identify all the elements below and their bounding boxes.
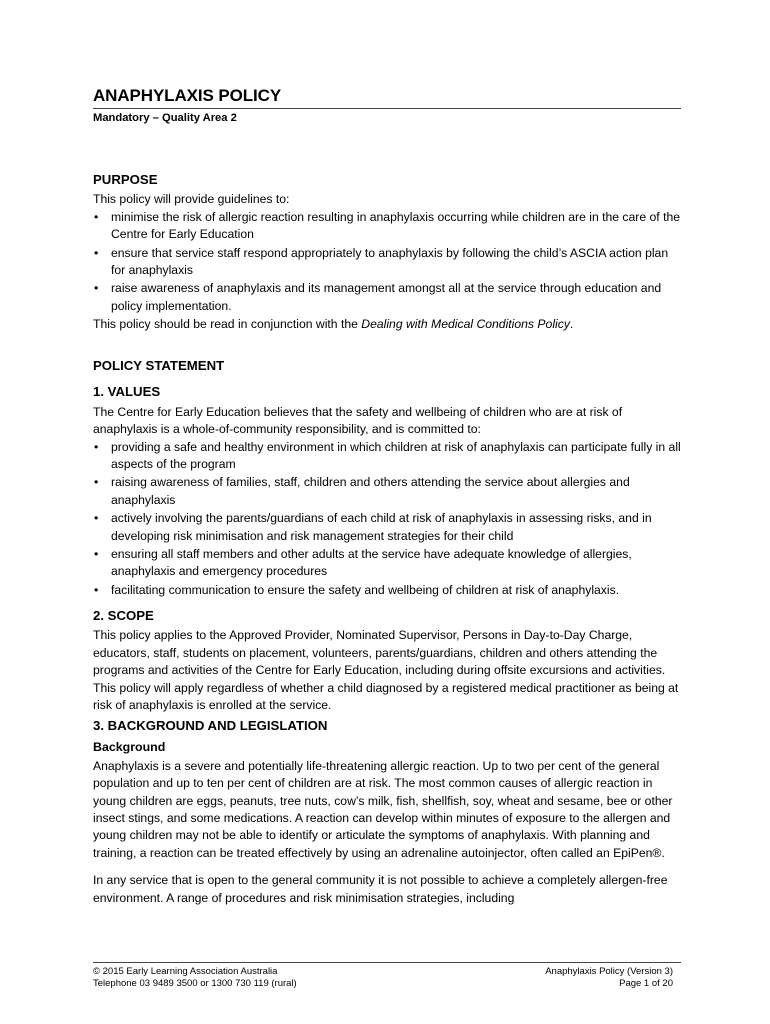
list-item: • ensure that service staff respond appropriately to anaphylaxis by following the child’s ASCIA action plan for anaphylaxis [93, 245, 681, 280]
purpose-list [93, 209, 681, 315]
list-item: • raise awareness of anaphylaxis and its management amongst all at the service through education and policy implementation. [93, 280, 681, 315]
footer-page-number: Page 1 of 20 [619, 978, 673, 989]
values-heading: 1. VALUES [93, 384, 161, 400]
values-list [93, 439, 681, 600]
footer-telephone: Telephone 03 9489 3500 or 1300 730 119 (rural) [93, 978, 297, 989]
purpose-section [93, 171, 681, 334]
values-intro: The Centre for Early Education believes that the safety and wellbeing of children who are at risk of anaphylaxis is a whole-of-community responsibility, and is committed to: [93, 404, 623, 437]
background-paragraph-1: Anaphylaxis is a severe and potentially life-threatening allergic reaction. Up to two per cent of the general population and up to ten per cent of children are at risk. The most common causes of allergic reaction in young children are eggs, peanuts, tree nuts, cow’s milk, fish, shellfish, soy, wheat and sesame, bee or other insect stings, and some medications. A reaction can develop within minutes of exposure to the allergen and young children may not be able to identify or articulate the symptoms of anaphylaxis. With planning and training, a reaction can be treated effectively by using an adrenaline autoinjector, often called an EpiPen®. [93, 758, 673, 860]
related-policy-title: Dealing with Medical Conditions Policy [361, 317, 570, 332]
footer-copyright: © 2015 Early Learning Association Australia [93, 966, 278, 977]
purpose-closing [93, 316, 681, 333]
footer-doc-version: Anaphylaxis Policy (Version 3) [545, 966, 673, 977]
policy-statement-section [93, 357, 681, 600]
scope-heading: 2. SCOPE [93, 608, 154, 623]
background-section [93, 717, 681, 907]
list-item: • raising awareness of families, staff, children and others attending the service about allergies and anaphylaxis [93, 474, 681, 509]
page-footer [93, 962, 681, 989]
background-paragraph-2: In any service that is open to the general community it is not possible to achieve a completely allergen-free environment. A range of procedures and risk minimisation strategies, including [93, 873, 668, 905]
closing-text: This policy should be read in conjunction with the [93, 317, 362, 332]
footer-left [93, 966, 297, 990]
purpose-heading: PURPOSE [93, 172, 158, 187]
background-heading: 3. BACKGROUND AND LEGISLATION [93, 718, 328, 733]
scope-section [93, 607, 681, 714]
list-item: • minimise the risk of allergic reaction resulting in anaphylaxis occurring while children are in the care of the Centre for Early Education [93, 209, 681, 244]
document-title: ANAPHYLAXIS POLICY [93, 86, 681, 109]
list-item: • facilitating communication to ensure the safety and wellbeing of children at risk of anaphylaxis. [93, 582, 681, 599]
scope-text: This policy applies to the Approved Provider, Nominated Supervisor, Persons in Day-to-Day Charge, educators, staff, students on placement, volunteers, parents/guardians, children and others attending the programs and activities of the Centre for Early Education, including during offsite excursions and activities. This policy will apply regardless of whether a child diagnosed by a registered medical practitioner as being at risk of anaphylaxis is enrolled at the service. [93, 628, 679, 713]
footer-right [545, 966, 673, 990]
purpose-intro: This policy will provide guidelines to: [93, 192, 290, 207]
list-item: • providing a safe and healthy environment in which children at risk of anaphylaxis can participate fully in all aspects of the program [93, 439, 681, 474]
closing-punctuation: . [569, 317, 574, 332]
list-item: • ensuring all staff members and other adults at the service have adequate knowledge of allergies, anaphylaxis and emergency procedures [93, 546, 681, 581]
background-subheading: Background [93, 740, 166, 755]
document-subtitle: Mandatory – Quality Area 2 [93, 112, 237, 124]
list-item: • actively involving the parents/guardians of each child at risk of anaphylaxis in assessing risks, and in developing risk minimisation and risk management strategies for their child [93, 510, 681, 545]
policy-statement-heading: POLICY STATEMENT [93, 358, 225, 373]
